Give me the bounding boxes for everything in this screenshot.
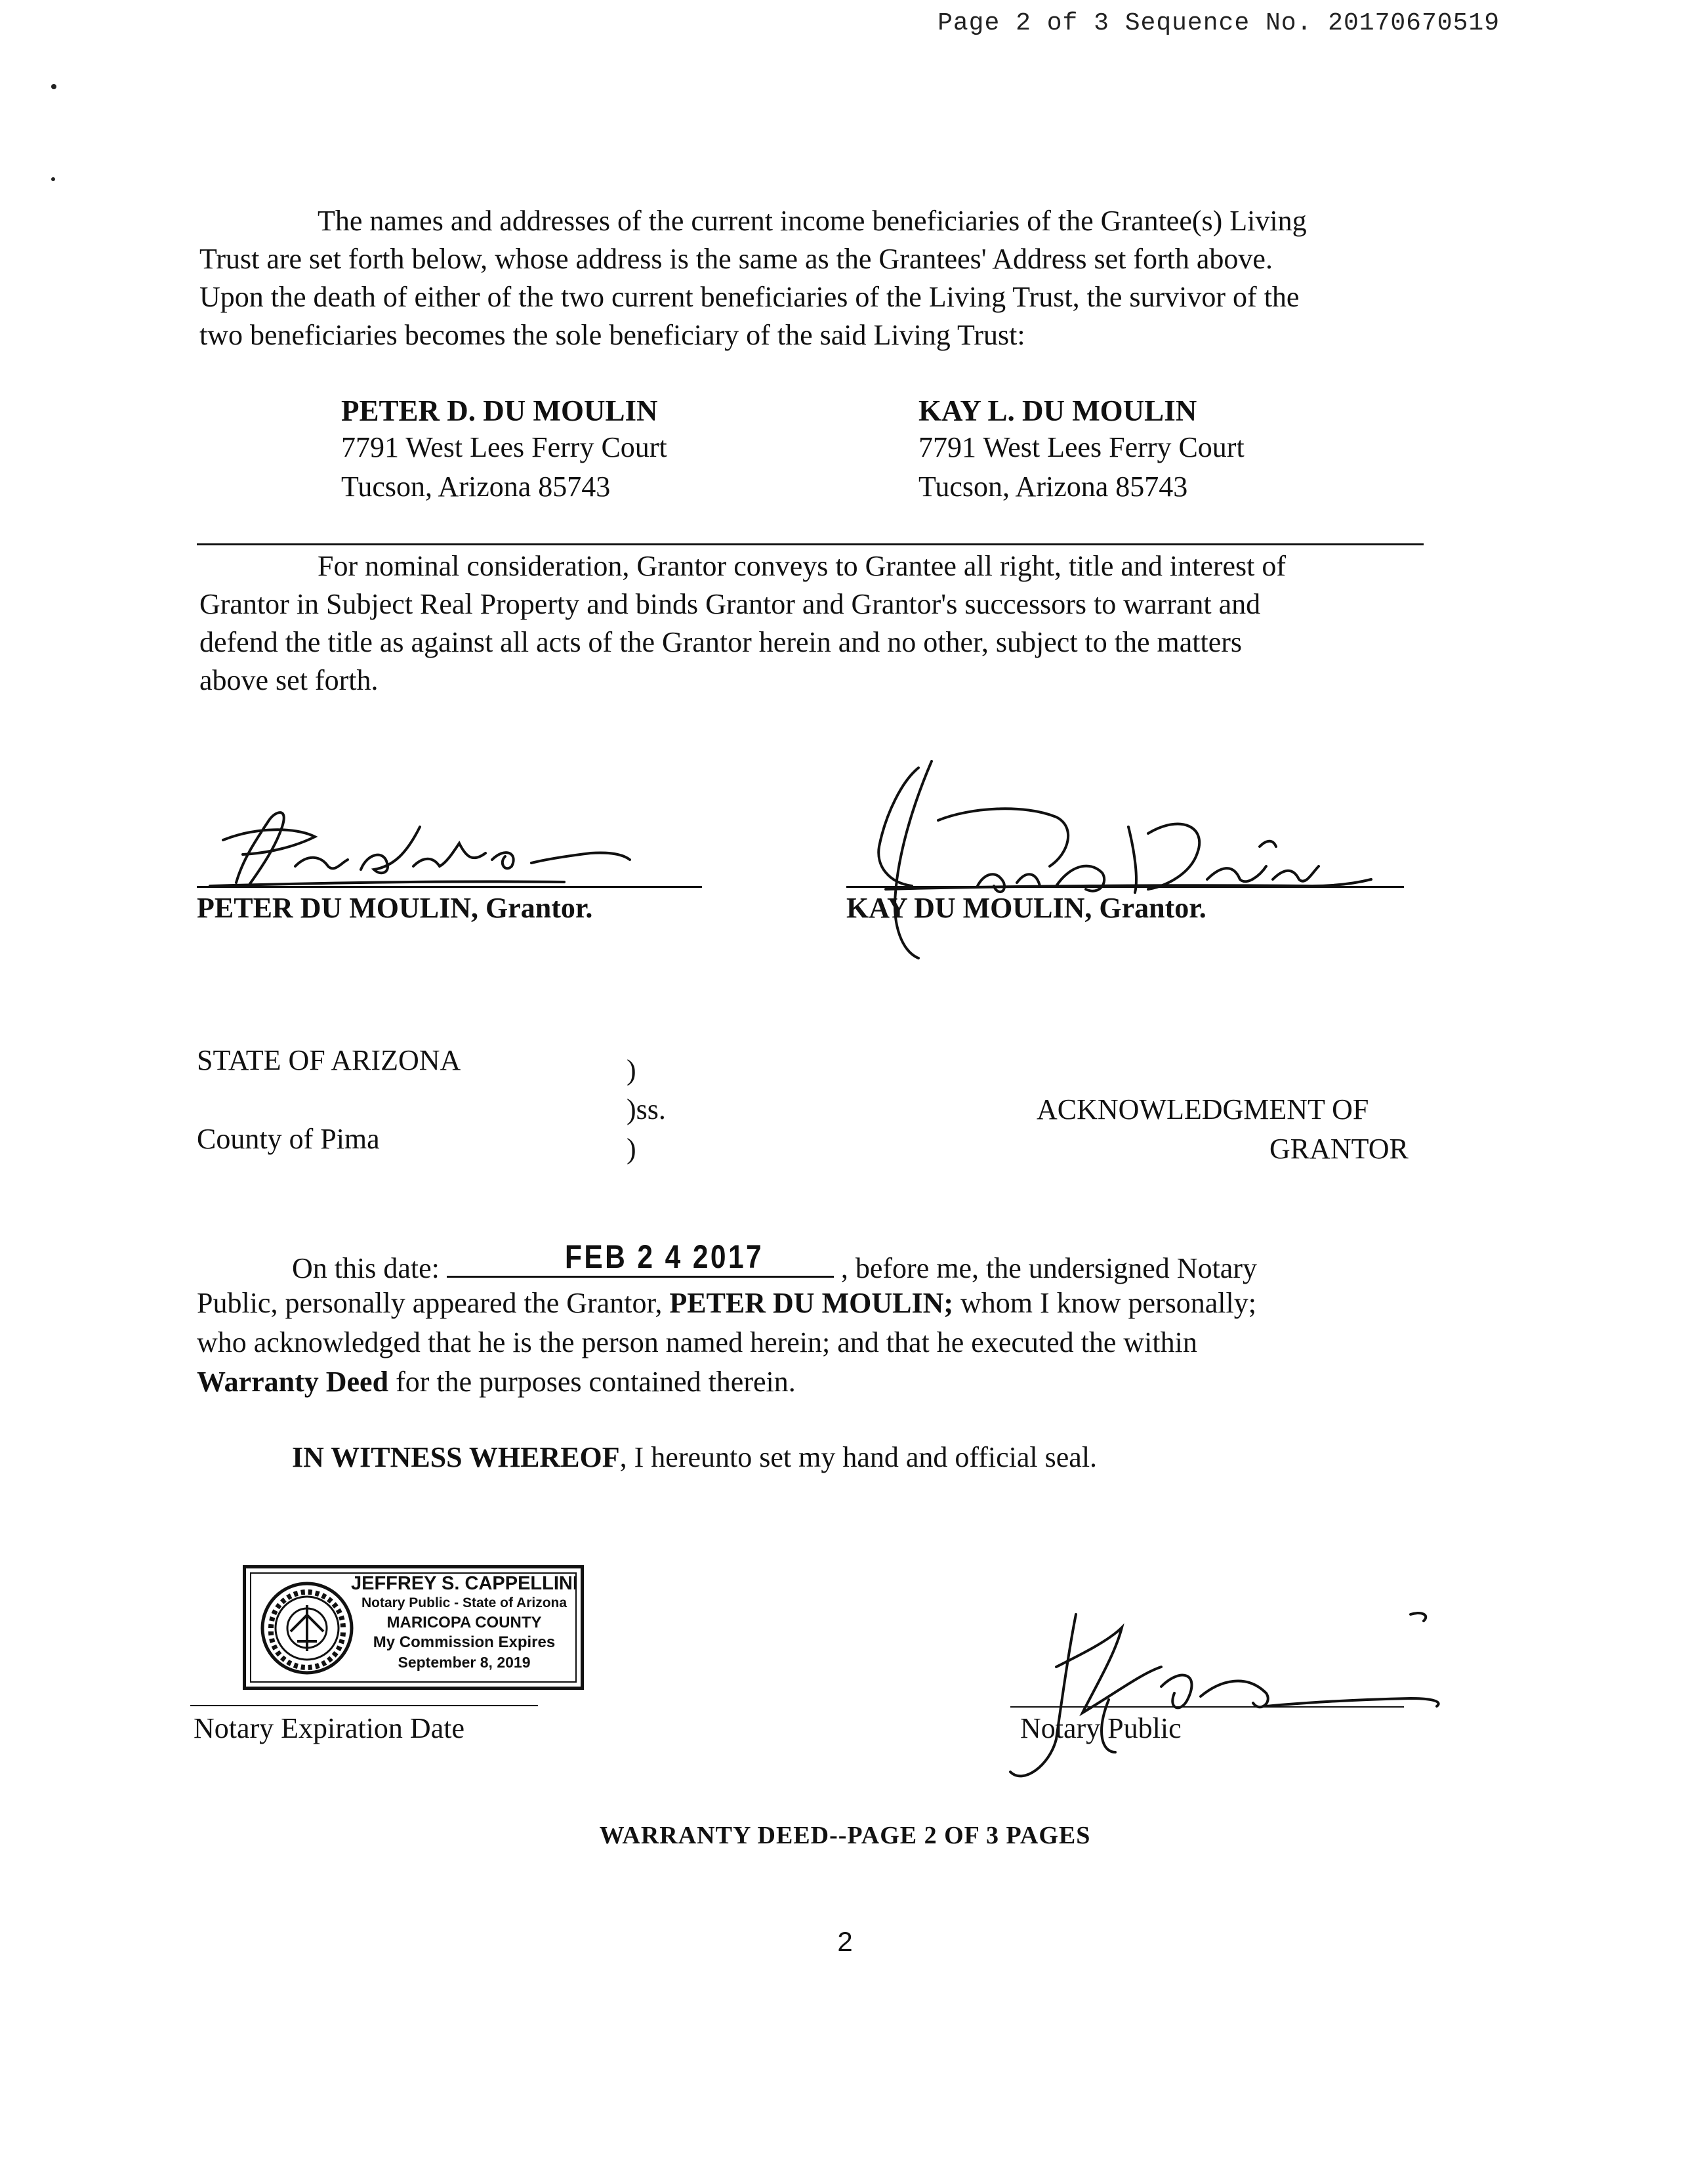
paragraph-line: above set forth. bbox=[199, 664, 379, 696]
notary-seal-stamp bbox=[243, 1565, 584, 1690]
seal-text bbox=[351, 1574, 577, 1672]
notary-line-2 bbox=[197, 1286, 1256, 1320]
signature-line bbox=[846, 886, 1404, 888]
state-seal-icon bbox=[258, 1579, 356, 1677]
acknowledgment-title: ACKNOWLEDGMENT OF bbox=[1037, 1093, 1369, 1125]
notary-line-3: who acknowledged that he is the person named herein; and that he executed the within bbox=[197, 1326, 1197, 1358]
notary-signature-icon bbox=[984, 1588, 1456, 1798]
section-divider bbox=[197, 543, 1424, 545]
notary-signature-line bbox=[1010, 1706, 1404, 1708]
venue-county: County of Pima bbox=[197, 1123, 380, 1155]
date-prefix: On this date: bbox=[292, 1252, 440, 1284]
beneficiary-name: KAY L. DU MOULIN bbox=[918, 394, 1197, 427]
peter-signature-icon bbox=[197, 801, 709, 899]
seal-commission: My Commission Expires bbox=[373, 1633, 556, 1651]
notary-date-line bbox=[292, 1238, 1257, 1285]
kay-signature-icon bbox=[840, 755, 1417, 971]
seal-notary-name: JEFFREY S. CAPPELLINI bbox=[351, 1573, 578, 1594]
stamped-date: FEB 2 4 2017 bbox=[564, 1238, 764, 1275]
date-suffix: , before me, the undersigned Notary bbox=[840, 1252, 1257, 1284]
beneficiary-city: Tucson, Arizona 85743 bbox=[918, 471, 1188, 503]
peter-grantor-label: PETER DU MOULIN, Grantor. bbox=[197, 892, 593, 924]
paragraph-line: The names and addresses of the current income beneficiaries of the Grantee(s) Living bbox=[318, 205, 1307, 237]
beneficiary-right bbox=[918, 394, 1245, 507]
notary-line-4 bbox=[197, 1365, 796, 1398]
expiration-line bbox=[190, 1705, 538, 1706]
paragraph-line: two beneficiaries becomes the sole beneficiary of the said Living Trust: bbox=[199, 319, 1025, 351]
seal-county: MARICOPA COUNTY bbox=[386, 1614, 542, 1631]
signature-line bbox=[197, 886, 702, 888]
venue-ss: )ss. bbox=[627, 1093, 666, 1125]
acknowledgment-subtitle: GRANTOR bbox=[1269, 1133, 1409, 1165]
beneficiary-name: PETER D. DU MOULIN bbox=[341, 394, 658, 427]
paragraph-text: whom I know personally; bbox=[953, 1287, 1256, 1319]
scan-speck bbox=[51, 84, 56, 89]
venue-paren: ) bbox=[627, 1133, 636, 1165]
paragraph-text: for the purposes contained therein. bbox=[388, 1366, 796, 1398]
seal-expiration-date: September 8, 2019 bbox=[398, 1654, 531, 1671]
beneficiary-street: 7791 West Lees Ferry Court bbox=[341, 431, 667, 463]
venue-paren: ) bbox=[627, 1054, 636, 1086]
notary-public-label: Notary Public bbox=[1020, 1712, 1182, 1744]
grantor-name-bold: PETER DU MOULIN; bbox=[669, 1287, 954, 1319]
witness-text: , I hereunto set my hand and official seal. bbox=[619, 1441, 1098, 1473]
scan-speck bbox=[51, 177, 55, 181]
beneficiary-street: 7791 West Lees Ferry Court bbox=[918, 431, 1245, 463]
paragraph-line: defend the title as against all acts of the Grantor herein and no other, subject to the matters bbox=[199, 626, 1243, 658]
beneficiary-left bbox=[341, 394, 667, 507]
beneficiary-city: Tucson, Arizona 85743 bbox=[341, 471, 611, 503]
deed-footer-title: WARRANTY DEED--PAGE 2 OF 3 PAGES bbox=[599, 1822, 1091, 1849]
paragraph-line: For nominal consideration, Grantor conveys to Grantee all right, title and interest of bbox=[318, 550, 1287, 582]
notary-expiration-label: Notary Expiration Date bbox=[194, 1712, 464, 1744]
beneficiaries-paragraph bbox=[199, 202, 1446, 354]
page-sequence-header: Page 2 of 3 Sequence No. 20170670519 bbox=[938, 9, 1500, 37]
page-number: 2 bbox=[837, 1926, 853, 1957]
paragraph-text: Public, personally appeared the Grantor, bbox=[197, 1287, 670, 1319]
kay-grantor-label: KAY DU MOULIN, Grantor. bbox=[846, 892, 1206, 924]
deed-title-bold: Warranty Deed bbox=[197, 1366, 389, 1398]
paragraph-line: Grantor in Subject Real Property and binds Grantor and Grantor's successors to warrant and bbox=[199, 588, 1261, 620]
seal-notary-state: Notary Public - State of Arizona bbox=[361, 1595, 567, 1610]
paragraph-line: Upon the death of either of the two current beneficiaries of the Living Trust, the survivor of the bbox=[199, 281, 1300, 313]
venue-state: STATE OF ARIZONA bbox=[197, 1044, 461, 1076]
witness-line bbox=[292, 1440, 1097, 1474]
paragraph-line: Trust are set forth below, whose address is the same as the Grantees' Address set forth above. bbox=[199, 243, 1273, 275]
conveyance-paragraph bbox=[199, 547, 1446, 700]
date-blank bbox=[447, 1238, 834, 1278]
witness-bold: IN WITNESS WHEREOF bbox=[292, 1441, 620, 1473]
